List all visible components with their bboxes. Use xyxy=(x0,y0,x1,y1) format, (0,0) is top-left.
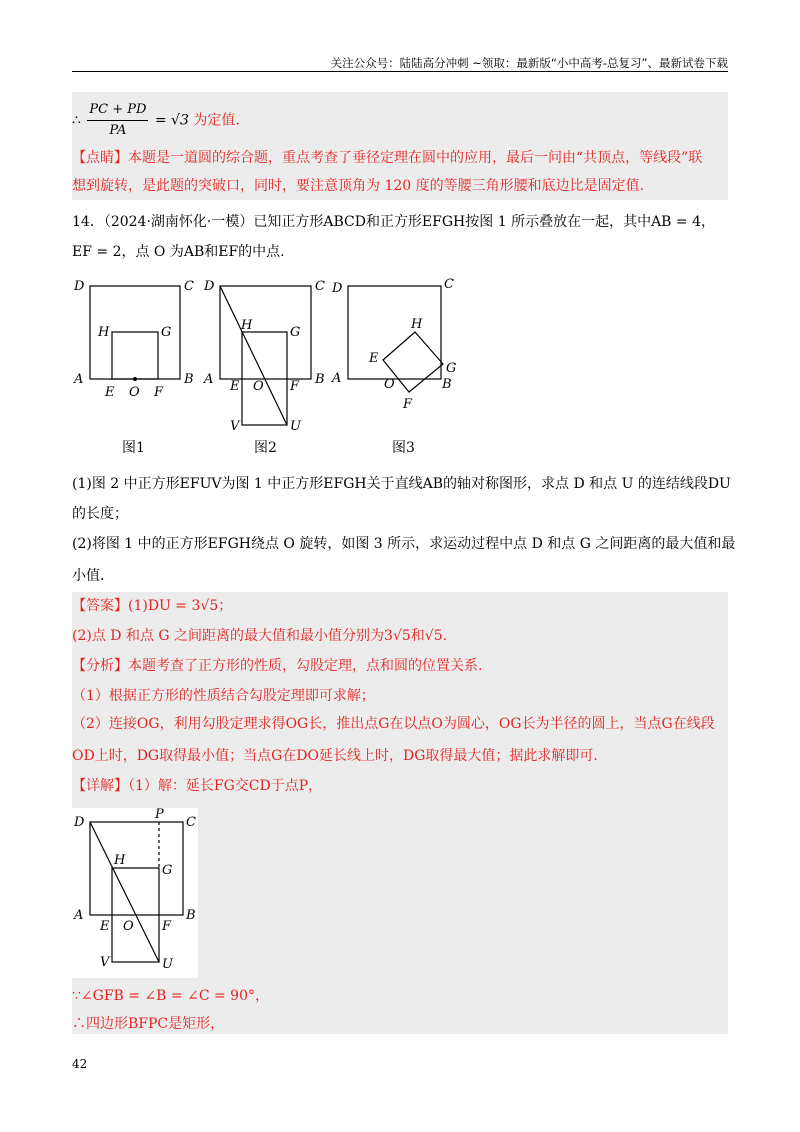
fig1-label-d: D xyxy=(74,279,85,294)
analysis-line-3: （2）连接OG，利用勾股定理求得OG长，推出点G在以点O为圆心，OG长为半径的圆上，当点G在线段 xyxy=(72,716,715,732)
sol-label-a: A xyxy=(74,908,84,923)
answer-line-1: 【答案】(1)DU = 3√5； xyxy=(72,598,233,614)
sol-label-d: D xyxy=(74,815,85,830)
detail-line-3: ∴四边形BFPC是矩形， xyxy=(72,1016,225,1032)
question-1-line-2: 的长度； xyxy=(72,506,128,522)
fig2-labels xyxy=(203,279,325,434)
fraction-denominator: PA xyxy=(109,123,127,138)
figure-3-caption: 图3 xyxy=(392,440,415,456)
fig2-label-a: A xyxy=(204,372,214,387)
sol-label-o: O xyxy=(123,919,134,934)
therefore-symbol: ∴ xyxy=(72,112,81,129)
conclusion-line xyxy=(72,100,240,141)
fig3-label-b: B xyxy=(442,377,452,392)
answer-line-2: (2)点 D 和点 G 之间距离的最大值和最小值分别为3√5和√5. xyxy=(72,628,448,644)
fraction-value: = √3 xyxy=(154,112,189,129)
sol-label-f: F xyxy=(162,919,172,934)
fig1-label-a: A xyxy=(74,372,84,387)
fig2-label-d: D xyxy=(204,279,215,294)
fig2-label-f: F xyxy=(290,379,300,394)
figure-1-caption: 图1 xyxy=(122,440,145,456)
page-number: 42 xyxy=(72,1057,88,1071)
figure-2-caption: 图2 xyxy=(254,440,277,456)
analysis-line-2: （1）根据正方形的性质结合勾股定理即可求解； xyxy=(72,688,375,704)
fig1-label-e: E xyxy=(105,385,115,400)
fig2-label-g: G xyxy=(290,325,301,340)
detail-line-2: ∵∠GFB = ∠B = ∠C = 90°， xyxy=(72,988,269,1004)
sol-label-b: B xyxy=(186,908,196,923)
fig3-label-h: H xyxy=(411,317,423,332)
solution-segment-du xyxy=(90,822,159,962)
fig1-label-c: C xyxy=(184,279,194,294)
solution-figure xyxy=(72,808,198,978)
fig2-label-h: H xyxy=(241,318,253,333)
fig2-label-v: V xyxy=(230,419,240,434)
sol-label-u: U xyxy=(162,957,173,972)
fig2-label-e: E xyxy=(230,379,240,394)
analysis-line-1: 【分析】本题考查了正方形的性质，勾股定理，点和圆的位置关系. xyxy=(72,658,483,674)
detail-line-1: 【详解】（1）解：延长FG交CD于点P， xyxy=(72,778,323,794)
fig1-label-f: F xyxy=(154,385,164,400)
sol-label-v: V xyxy=(100,955,110,970)
figure-row xyxy=(70,272,490,462)
fig3-label-g: G xyxy=(446,361,457,376)
fig3-label-a: A xyxy=(332,371,342,386)
fig3-label-e: E xyxy=(369,351,379,366)
solution-figure-labels xyxy=(73,808,196,972)
fig1-label-h: H xyxy=(98,325,110,340)
fig3-labels xyxy=(331,277,456,412)
fig1-label-b: B xyxy=(184,372,194,387)
fig1-label-g: G xyxy=(161,325,172,340)
figure-3 xyxy=(348,286,443,392)
fig1-point-o xyxy=(133,377,137,381)
figure-2 xyxy=(220,286,311,425)
fig2-label-c: C xyxy=(315,279,325,294)
question-1-line-1: (1)图 2 中正方形EFUV为图 1 中正方形EFGH关于直线AB的轴对称图形，求点 D 和点 U 的连结线段DU xyxy=(72,476,731,492)
question-2-line-1: (2)将图 1 中的正方形EFGH绕点 O 旋转，如图 3 所示，求运动过程中点 D 和点 G 之间距离的最大值和最 xyxy=(72,536,736,552)
page-header: 关注公众号：陆陆高分冲刺 ~领取：最新版“小中高考-总复习”、最新试卷下载 xyxy=(330,56,728,70)
fig2-label-b: B xyxy=(315,372,325,387)
sol-label-c: C xyxy=(186,815,196,830)
problem-line-2: EF = 2，点 O 为AB和EF的中点. xyxy=(72,244,285,260)
fig3-label-o: O xyxy=(384,377,395,392)
fig1-label-o: O xyxy=(129,385,140,400)
comment-line-2: 想到旋转，是此题的突破口，同时，要注意顶角为 120 度的等腰三角形腰和底边比是固定值. xyxy=(72,178,645,194)
fig3-label-d: D xyxy=(332,281,343,296)
problem-line-1: 14．（2024·湖南怀化·一模）已知正方形ABCD和正方形EFGH按图 1 所示叠放在一起，其中AB = 4， xyxy=(72,214,716,230)
fig3-square-abcd xyxy=(348,286,441,379)
fig2-segment-du xyxy=(220,286,287,425)
sol-label-e: E xyxy=(100,919,110,934)
fig2-label-u: U xyxy=(290,419,301,434)
ratio-fraction xyxy=(87,100,148,141)
fig1-square-efgh xyxy=(112,332,158,379)
fig1-labels xyxy=(73,279,194,400)
analysis-line-4: OD上时，DG取得最小值；当点G在DO延长线上时，DG取得最大值；据此求解即可. xyxy=(72,748,598,764)
sol-label-h: H xyxy=(114,853,126,868)
fig3-label-c: C xyxy=(444,277,454,292)
fig2-label-o: O xyxy=(253,379,264,394)
fig3-label-f: F xyxy=(403,397,413,412)
comment-line-1: 【点睛】本题是一道圆的综合题，重点考查了垂径定理在圆中的应用，最后一问由“共顶点，等线段”联 xyxy=(72,150,703,166)
sol-label-g: G xyxy=(162,863,173,878)
sol-label-p: P xyxy=(155,808,164,822)
fraction-numerator: PC + PD xyxy=(87,100,148,121)
header-rule xyxy=(72,71,728,72)
question-2-line-2: 小值. xyxy=(72,568,105,584)
constant-note: 为定值. xyxy=(193,112,240,129)
